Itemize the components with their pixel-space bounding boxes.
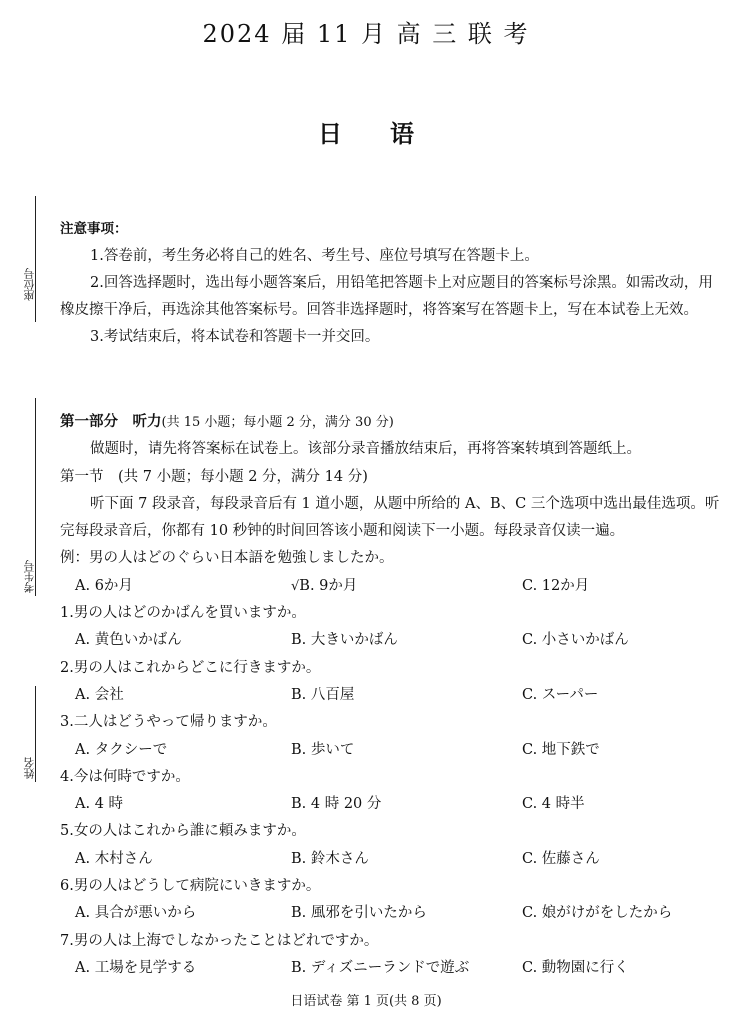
seat-label: 座位号 [23, 268, 36, 301]
option-a: A. 工場を見学する [75, 959, 197, 976]
part1-instruction: 做题时，请先将答案标在试卷上。该部分录音播放结束后，再将答案转填到答题纸上。 [90, 441, 641, 458]
question-3: 3.二人はどうやって帰りますか。 [60, 714, 277, 731]
example-option-a: A. 6か月 [75, 577, 133, 594]
subject-char-2: 语 [390, 119, 414, 148]
section1-title: 第一节 (共 7 小题；每小题 2 分，满分 14 分) [60, 468, 368, 485]
notice-item-1: 1.答卷前，考生务必将自己的姓名、考生号、座位号填写在答题卡上。 [90, 248, 539, 264]
page-footer: 日语试卷 第 1 页(共 8 页) [290, 994, 442, 1009]
option-a: A. タクシーで [75, 741, 168, 758]
option-c: C. スーパー [522, 686, 599, 703]
notice-item-2: 2.回答选择题时，选出每小题答案后，用铅笔把答题卡上对应题目的答案标号涂黑。如需改动，用橡皮擦干净后，再选涂其他答案标号。回答非选择题时，将答案写在答题卡上，写在本试卷上无效。 [60, 275, 713, 318]
subject-char-1: 日 [318, 119, 342, 148]
option-c: C. 小さいかばん [522, 632, 629, 649]
part1-title: 第一部分 听力 [60, 413, 162, 430]
question-4-options [60, 791, 726, 818]
question-2-options [60, 682, 726, 709]
notice-item-3: 3.考试结束后，将本试卷和答题卡一并交回。 [90, 329, 380, 345]
question-3-options [60, 737, 726, 764]
option-a: A. 4 時 [75, 796, 124, 813]
option-a: A. 木村さん [75, 850, 153, 867]
example-option-c: C. 12か月 [522, 577, 590, 594]
exam-title: 2024 届 11 月 高 三 联 考 [202, 20, 530, 48]
question-7-options [60, 955, 726, 982]
option-b: B. 鈴木さん [291, 850, 369, 867]
notice-heading: 注意事项： [60, 221, 128, 237]
option-c: C. 4 時半 [522, 796, 585, 813]
subject-title [0, 114, 732, 149]
part1-title-note: (共 15 小题；每小题 2 分，满分 30 分) [161, 415, 394, 430]
option-b: B. 大きいかばん [291, 632, 398, 649]
question-1: 1.男の人はどのかばんを買いますか。 [60, 605, 306, 622]
option-c: C. 地下鉄で [522, 741, 600, 758]
option-a: A. 具合が悪いから [75, 905, 197, 922]
option-b: B. 歩いて [291, 741, 355, 758]
option-c: C. 動物園に行く [522, 959, 629, 976]
example-options [60, 573, 726, 600]
question-4: 4.今は何時ですか。 [60, 768, 190, 785]
section1-instruction: 听下面 7 段录音，每段录音后有 1 道小题，从题中所给的 A、B、C 三个选项中选出最佳选项。听完每段录音后，你都有 10 秒钟的时间回答该小题和阅读下一小题。每段录音仅读一遍。 [60, 495, 720, 540]
option-a: A. 黄色いかばん [75, 632, 182, 649]
option-c: C. 娘がけがをしたから [522, 905, 673, 922]
question-5-options [60, 846, 726, 873]
option-c: C. 佐藤さん [522, 850, 600, 867]
notice-block [60, 216, 720, 351]
question-7: 7.男の人は上海でしなかったことはどれですか。 [60, 932, 379, 949]
example-question: 例：男の人はどのぐらい日本語を勉強しましたか。 [60, 550, 394, 567]
question-6-options [60, 900, 726, 927]
part1-block [60, 408, 726, 982]
check-mark: √ [291, 578, 300, 594]
option-b: B. 風邪を引いたから [291, 905, 427, 922]
part1-heading [60, 408, 726, 436]
name-label: 姓名 [23, 757, 36, 779]
question-2: 2.男の人はこれからどこに行きますか。 [60, 659, 321, 676]
binding-line-top [35, 196, 36, 322]
question-1-options [60, 627, 726, 654]
example-option-b: B. 9か月 [299, 577, 358, 594]
option-a: A. 会社 [75, 686, 124, 703]
question-6: 6.男の人はどうして病院にいきますか。 [60, 878, 321, 895]
option-b: B. ディズニーランドで遊ぶ [291, 959, 470, 976]
option-b: B. 八百屋 [291, 686, 355, 703]
option-b: B. 4 時 20 分 [291, 796, 382, 813]
question-5: 5.女の人はこれから誰に頼みますか。 [60, 823, 306, 840]
exam-no-label: 考生号 [23, 560, 36, 593]
example-option-b-wrap [291, 573, 522, 600]
